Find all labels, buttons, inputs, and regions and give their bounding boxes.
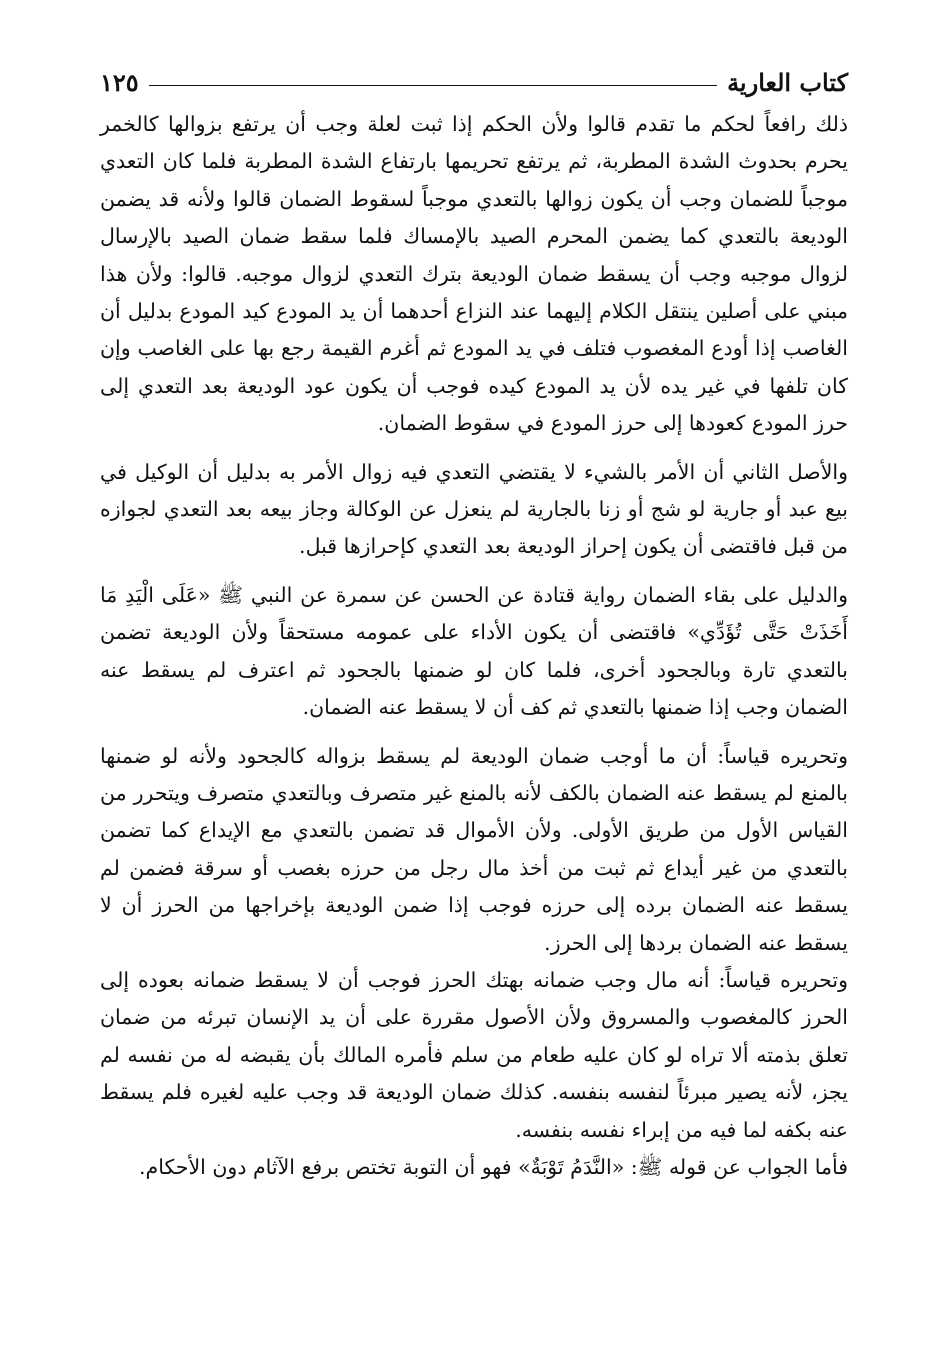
paragraph: والدليل على بقاء الضمان رواية قتادة عن الحسن عن سمرة عن النبي ﷺ «عَلَى الْيَدِ مَا أَخَذَتْ حَتَّى تُؤَدِّي» فاقتضى أن يكون الأداء على عمومه مستحقاً ولأن الوديعة تضمن بالتعدي تارة وبالجحود أخرى، فلما كان لو ضمنها بالجحود ثم اعترف لم يسقط عنه الضمان وجب إذا ضمنها بالتعدي ثم كف أن لا يسقط عنه الضمان. (100, 582, 848, 720)
book-page (100, 62, 848, 1186)
page-number: ١٢٥ (100, 67, 139, 97)
paragraph: وتحريره قياساً: أنه مال وجب ضمانه بهتك الحرز فوجب أن لا يسقط ضمانه بعوده إلى الحرز كالمغصوب والمسروق ولأن الأصول مقررة على أن يد الإنسان تبرئه من ضمان تعلق بذمته ألا تراه لو كان عليه طعام من سلم فأمره المالك بأن يقبضه له من نفسه لم يجز، لأنه يصير مبرئاً لنفسه بنفسه. كذلك ضمان الوديعة قد وجب عليه لغيره فلم يسقط عنه بكفه لما فيه من إبراء نفسه بنفسه. (100, 967, 848, 1142)
running-header (100, 62, 848, 102)
header-rule (149, 85, 717, 86)
paragraph: والأصل الثاني أن الأمر بالشيء لا يقتضي التعدي فيه زوال الأمر به بدليل أن الوكيل في بيع عبد أو جارية لو شج أو زنا بالجارية لم ينعزل عن الوكالة وجاز بيعه بعد التعدي لجوازه من قبل فاقتضى أن يكون إحراز الوديعة بعد التعدي كإحرازها قبل. (100, 459, 848, 559)
chapter-title: كتاب العارية (727, 67, 848, 97)
paragraph: وتحريره قياساً: أن ما أوجب ضمان الوديعة لم يسقط بزواله كالجحود ولأنه لو ضمنها بالمنع لم يسقط عنه الضمان بالكف لأنه بالمنع غير متصرف وبالتعدي متصرف ويتحرر من القياس الأول من طريق الأولى. ولأن الأموال قد تضمن بالتعدي مع الإيداع كما تضمن بالتعدي من غير أيداع ثم ثبت من أخذ مال رجل من حرزه بغصب أو سرقة فضمن لم يسقط عنه الضمان برده إلى حرزه فوجب إذا ضمن الوديعة بإخراجها من الحرز أن لا يسقط عنه الضمان بردها إلى الحرز. (100, 743, 848, 955)
paragraph: فأما الجواب عن قوله ﷺ: «النَّدَمُ تَوْبَةٌ» فهو أن التوبة تختص برفع الآثام دون الأحكام. (139, 1154, 848, 1179)
paragraph: ذلك رافعاً لحكم ما تقدم قالوا ولأن الحكم إذا ثبت لعلة وجب أن يرتفع بزوالها كالخمر يحرم بحدوث الشدة المطربة، ثم يرتفع تحريمها بارتفاع الشدة المطربة فلما كان التعدي موجباً للضمان وجب أن يكون زوالها بالتعدي موجباً لسقوط الضمان قالوا ولأنه قد يضمن الوديعة بالتعدي كما يضمن المحرم الصيد بالإمساك فلما سقط ضمان الصيد بالإرسال لزوال موجبه وجب أن يسقط ضمان الوديعة بترك التعدي لزوال موجبه. قالوا: ولأن هذا مبني على أصلين ينتقل الكلام إليهما عند النزاع أحدهما أن يد المودع كيد المودع بدليل أن الغاصب إذا أودع المغصوب فتلف في يد المودع ثم أغرم القيمة رجع بها على الغاصب وإن كان تلفها في غير يده لأن يد المودع كيده فوجب أن يكون عود الوديعة بعد التعدي إلى حرز المودع كعودها إلى حرز المودع في سقوط الضمان. (100, 112, 848, 436)
page-body (100, 106, 848, 1186)
